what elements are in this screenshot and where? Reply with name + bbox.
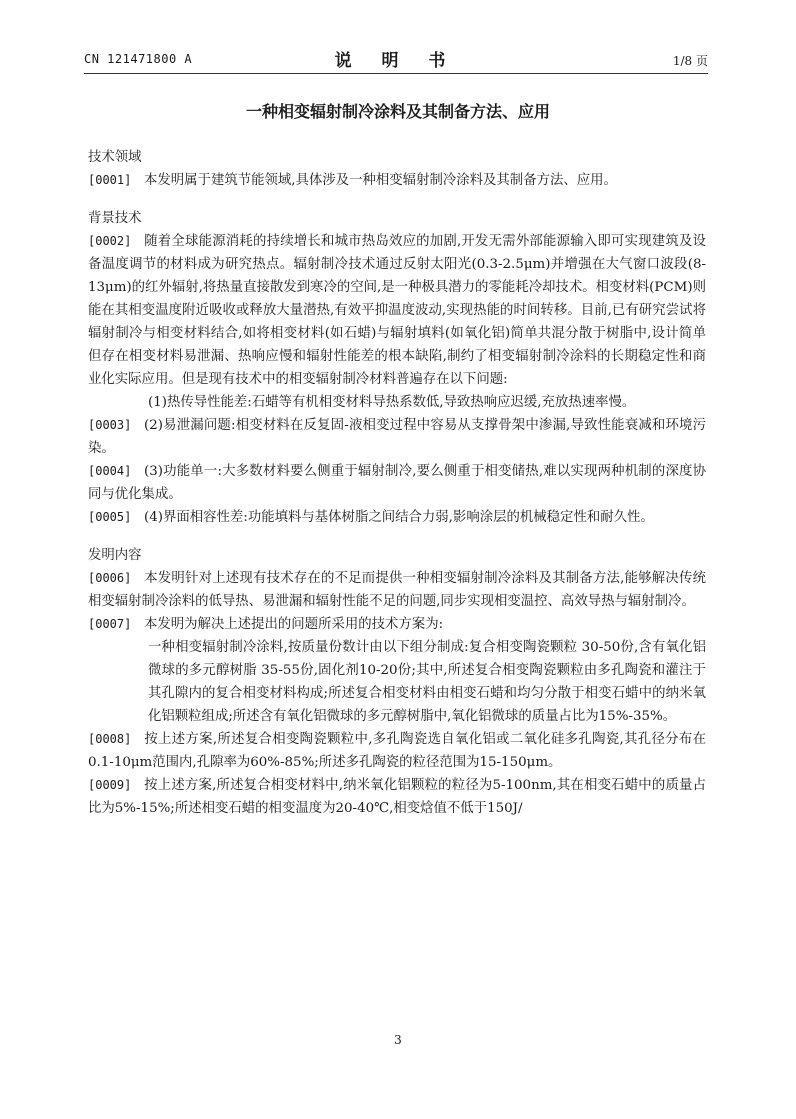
paragraph-text: 本发明为解决上述提出的问题所采用的技术方案为: (144, 617, 444, 632)
paragraph-number: [0009] (88, 778, 132, 792)
paragraph-number: [0001] (88, 173, 132, 187)
paragraph-0002-item: (1)热传导性能差:石蜡等有机相变材料导热系数低,导致热响应迟缓,充放热速率慢。 (148, 395, 636, 410)
paragraph-0007 (88, 613, 706, 636)
patent-number: CN 121471800 A (84, 52, 193, 66)
paragraph-text: (2)易泄漏问题:相变材料在反复固-液相变过程中容易从支撑骨架中渗漏,导致性能衰减和环境污染。 (88, 418, 706, 456)
page-number: 3 (394, 1033, 402, 1047)
paragraph-number: [0004] (88, 464, 132, 478)
paragraph-0005 (88, 506, 706, 529)
paragraph-number: [0005] (88, 510, 132, 524)
page-header (84, 46, 708, 74)
page-info: 1/8 页 (672, 54, 708, 68)
paragraph-text: 随着全球能源消耗的持续增长和城市热岛效应的加剧,开发无需外部能源输入即可实现建筑及设备温度调节的材料成为研究热点。辐射制冷技术通过反射太阳光(0.3-2.5μm)并增强在大气窗口波段(8-13μm)的红外辐射,将热量直接散发到寒冷的空间,是一种极具潜力的零能耗冷却技术。相变材料(PCM)则能在其相变温度附近吸收或释放大量潜热,有效平抑温度波动,实现热能的时间转移。目前,已有研究尝试将辐射制冷与相变材料结合,如将相变材料(如石蜡)与辐射填料(如氧化铝)简单共混分散于树脂中,设计简单但存在相变材料易泄漏、热响应慢和辐射性能差的根本缺陷,制约了相变辐射制冷涂料的长期稳定性和商业化实际应用。但是现有技术中的相变辐射制冷材料普遍存在以下问题: (88, 234, 706, 387)
paragraph-0006 (88, 567, 706, 613)
document-title: 一种相变辐射制冷涂料及其制备方法、应用 (245, 102, 550, 121)
paragraph-0009 (88, 774, 706, 820)
paragraph-number: [0007] (88, 617, 132, 631)
paragraph-number: [0003] (88, 418, 132, 432)
paragraph-text: (4)界面相容性差:功能填料与基体树脂之间结合力弱,影响涂层的机械稳定性和耐久性。 (144, 510, 654, 525)
paragraph-0002 (88, 230, 706, 391)
paragraph-text: 按上述方案,所述复合相变材料中,纳米氧化铝颗粒的粒径为5-100nm,其在相变石蜡中的质量占比为5%-15%;所述相变石蜡的相变温度为20-40℃,相变焓值不低于150J/ (88, 778, 706, 816)
paragraph-0007-body: 一种相变辐射制冷涂料,按质量份数计由以下组分制成:复合相变陶瓷颗粒 30-50份,含有氧化铝微球的多元醇树脂 35-55份,固化剂10-20份;其中,所述复合相变陶瓷颗粒由多孔陶瓷和灌注于其孔隙内的复合相变材料构成;所述复合相变材料由相变石蜡和均匀分散于相变石蜡中的纳米氧化铝颗粒组成;所述含有氧化铝微球的多元醇树脂中,氧化铝微球的质量占比为15%-35%。 (148, 640, 706, 724)
paragraph-number: [0008] (88, 732, 132, 746)
paragraph-text: 按上述方案,所述复合相变陶瓷颗粒中,多孔陶瓷选自氧化铝或二氧化硅多孔陶瓷,其孔径分布在0.1-10μm范围内,孔隙率为60%-85%;所述多孔陶瓷的粒径范围为15-150μm。 (88, 732, 706, 770)
section-heading-tech-field: 技术领域 (88, 150, 142, 165)
paragraph-0001 (88, 169, 706, 192)
paragraph-text: 本发明针对上述现有技术存在的不足而提供一种相变辐射制冷涂料及其制备方法,能够解决传统相变辐射制冷涂料的低导热、易泄漏和辐射性能不足的问题,同步实现相变温控、高效导热与辐射制冷。 (88, 571, 706, 609)
section-heading-content: 发明内容 (88, 548, 142, 563)
section-heading-background: 背景技术 (88, 211, 142, 226)
paragraph-0003 (88, 414, 706, 460)
header-rule (84, 73, 708, 74)
document-body (88, 146, 706, 820)
paragraph-text: 本发明属于建筑节能领域,具体涉及一种相变辐射制冷涂料及其制备方法、应用。 (144, 173, 617, 188)
paragraph-text: (3)功能单一:大多数材料要么侧重于辐射制冷,要么侧重于相变储热,难以实现两种机制的深度协同与优化集成。 (88, 464, 706, 502)
paragraph-number: [0002] (88, 234, 132, 248)
document-type: 说 明 书 (334, 51, 458, 71)
paragraph-0004 (88, 460, 706, 506)
paragraph-number: [0006] (88, 571, 132, 585)
paragraph-0008 (88, 728, 706, 774)
